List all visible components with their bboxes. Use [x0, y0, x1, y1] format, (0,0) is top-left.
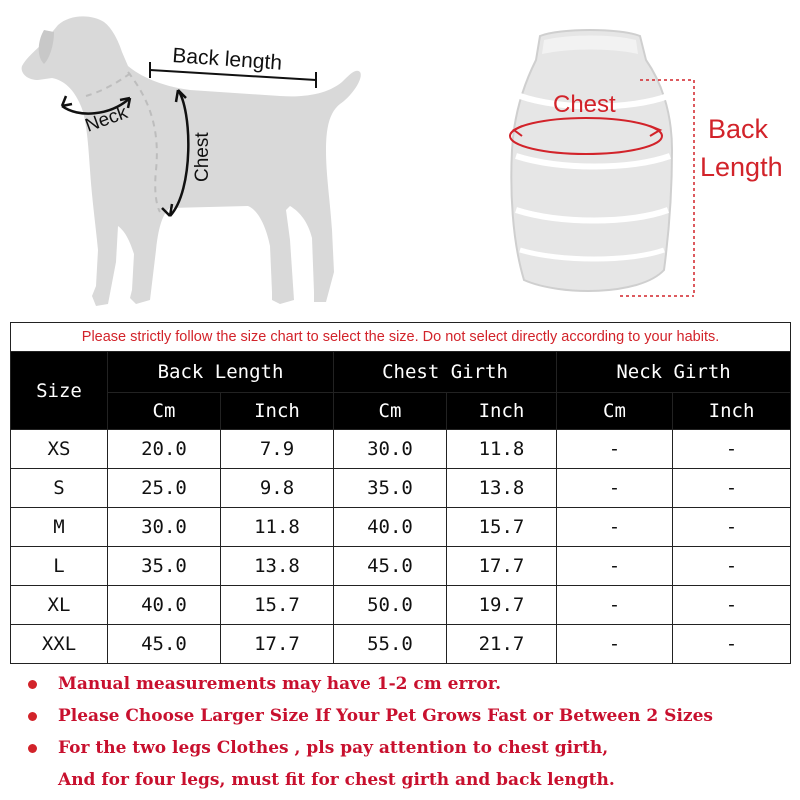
back-length-marker [150, 44, 316, 88]
neck-inch-cell: - [673, 586, 791, 625]
garment-illustration [510, 30, 783, 296]
table-row [11, 469, 791, 508]
note-item [24, 700, 784, 732]
chest-inch-cell: 19.7 [447, 586, 557, 625]
note-text: And for four legs, must fit for chest girth and back length. [58, 770, 615, 790]
back-cm-cell: 30.0 [108, 508, 221, 547]
neck-inch-cell: - [673, 430, 791, 469]
neck-label: Neck [82, 102, 131, 137]
neck-cm-cell: - [557, 547, 673, 586]
back-cm-cell: 45.0 [108, 625, 221, 664]
back-cm-cell: 20.0 [108, 430, 221, 469]
back-inch-cell: 15.7 [221, 586, 334, 625]
back-inch-cell: 7.9 [221, 430, 334, 469]
back-inch-cell: 13.8 [221, 547, 334, 586]
neck-cm-cell: - [557, 625, 673, 664]
size-column-header: Size [11, 352, 108, 430]
unit-header: Cm [334, 393, 447, 430]
chest-cm-cell: 40.0 [334, 508, 447, 547]
neck-inch-cell: - [673, 469, 791, 508]
unit-header: Cm [108, 393, 221, 430]
chest-cm-cell: 50.0 [334, 586, 447, 625]
size-chart-table [10, 322, 791, 664]
chest-inch-cell: 15.7 [447, 508, 557, 547]
chest-cm-cell: 45.0 [334, 547, 447, 586]
size-cell: XL [11, 586, 108, 625]
unit-header: Inch [221, 393, 334, 430]
chest-cm-cell: 55.0 [334, 625, 447, 664]
garment-back-label-line2: Length [700, 152, 783, 182]
back-cm-cell: 35.0 [108, 547, 221, 586]
bullet-icon [28, 744, 37, 753]
size-notice: Please strictly follow the size chart to select the size. Do not select directly according to your habits. [11, 323, 791, 352]
chest-label: Chest [192, 132, 213, 182]
chest-inch-cell: 21.7 [447, 625, 557, 664]
back-inch-cell: 11.8 [221, 508, 334, 547]
neck-cm-cell: - [557, 469, 673, 508]
table-row [11, 547, 791, 586]
size-cell: XXL [11, 625, 108, 664]
bullet-icon [28, 680, 37, 689]
chest-inch-cell: 13.8 [447, 469, 557, 508]
neck-inch-cell: - [673, 625, 791, 664]
back-length-label: Back length [171, 44, 283, 75]
note-item [24, 732, 784, 764]
note-text: For the two legs Clothes , pls pay attention to chest girth, [58, 738, 609, 758]
neck-inch-cell: - [673, 508, 791, 547]
note-text: Please Choose Larger Size If Your Pet Grows Fast or Between 2 Sizes [58, 706, 713, 726]
unit-header: Inch [447, 393, 557, 430]
back-cm-cell: 25.0 [108, 469, 221, 508]
back-inch-cell: 9.8 [221, 469, 334, 508]
neck-cm-cell: - [557, 508, 673, 547]
chest-inch-cell: 17.7 [447, 547, 557, 586]
chest-cm-cell: 30.0 [334, 430, 447, 469]
note-continuation [24, 764, 784, 796]
chest-inch-cell: 11.8 [447, 430, 557, 469]
table-row [11, 508, 791, 547]
neck-inch-cell: - [673, 547, 791, 586]
unit-header: Inch [673, 393, 791, 430]
chest-girth-header: Chest Girth [334, 352, 557, 393]
neck-girth-header: Neck Girth [557, 352, 791, 393]
neck-cm-cell: - [557, 586, 673, 625]
garment-chest-label: Chest [553, 91, 616, 118]
size-cell: L [11, 547, 108, 586]
back-length-header: Back Length [108, 352, 334, 393]
notes-list [24, 668, 784, 796]
garment-back-label-line1: Back [708, 114, 769, 144]
neck-cm-cell: - [557, 430, 673, 469]
table-row [11, 625, 791, 664]
table-row [11, 430, 791, 469]
size-cell: M [11, 508, 108, 547]
size-cell: XS [11, 430, 108, 469]
unit-header: Cm [557, 393, 673, 430]
size-cell: S [11, 469, 108, 508]
note-text: Manual measurements may have 1-2 cm error. [58, 674, 502, 694]
measurement-illustration [0, 0, 800, 320]
table-row [11, 586, 791, 625]
bullet-icon [28, 712, 37, 721]
back-cm-cell: 40.0 [108, 586, 221, 625]
note-item [24, 668, 784, 700]
chest-cm-cell: 35.0 [334, 469, 447, 508]
back-inch-cell: 17.7 [221, 625, 334, 664]
